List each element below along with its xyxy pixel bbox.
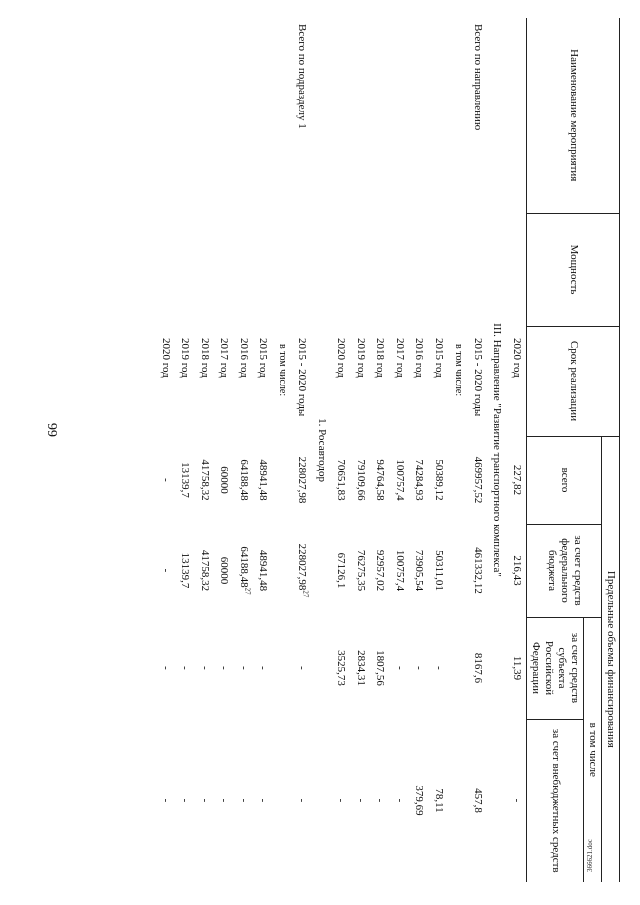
offbudget-cell: - [218,798,231,803]
table-row [351,18,371,882]
subject-cell: - [257,666,270,670]
subsection-heading: 1. Росавтодор [315,418,328,482]
table-row [429,18,449,882]
subject-cell: 1807,56 [374,650,387,686]
offbudget-cell: - [374,798,387,803]
federal-cell: 13139,7 [179,552,192,589]
table-row [390,18,410,882]
federal-cell: 76275,35 [354,549,367,592]
header-federal-budget: за счет средств федерального бюджета [527,524,602,617]
subject-cell: 3525,73 [335,650,348,686]
federal-value: 64188,48 [237,546,250,588]
period-cell: 2017 год [218,338,231,378]
period-cell: 2018 год [374,338,387,378]
total-cell: 70651,83 [335,459,348,501]
total-cell: 79109,66 [354,459,367,501]
subject-cell: - [179,666,192,670]
table-row [448,18,468,882]
period-cell: 2015 год [432,338,445,378]
federal-cell: 100757,4 [393,549,406,592]
header-financing-limits: Предельные объемы финансирования [602,436,620,882]
subject-cell: - [237,666,250,670]
offbudget-cell: - [198,798,211,803]
section-heading: III. Направление "Развитие транспортного комплекса" [491,323,504,577]
federal-cell: 92957,02 [374,549,387,592]
total-cell: 41758,32 [198,459,211,501]
footnote-mark: 27 [243,587,252,595]
federal-cell: 60000 [218,556,231,585]
table-row [331,18,351,882]
offbudget-cell: - [257,798,270,803]
offbudget-cell: 379,69 [413,785,426,816]
federal-cell: 41758,32 [198,549,211,592]
federal-cell: 48941,48 [257,549,270,592]
rotated-table-container [54,18,620,882]
period-cell: 2015 - 2020 годы [471,338,484,417]
subsection-heading-row [312,18,332,882]
total-cell: 13139,7 [179,462,192,498]
federal-cell [234,524,254,617]
table-row [409,18,429,882]
table-row [507,18,527,882]
federal-value: 228027,98 [296,543,309,591]
financing-table [156,18,620,882]
offbudget-cell: - [159,798,172,803]
offbudget-cell: 78,11 [432,788,445,813]
subject-cell: - [218,666,231,670]
table-row [370,18,390,882]
header-period: Срок реализации [527,326,620,436]
subject-cell: 8167,6 [471,652,484,684]
period-cell: 2016 год [413,338,426,378]
total-cell: 64188,48 [237,459,250,501]
subject-cell: - [413,666,426,670]
period-cell: 2019 год [179,338,192,378]
table-row [234,18,254,882]
header-total: всего [527,436,602,524]
section-heading-row [487,18,507,882]
header-capacity: Мощность [527,213,620,326]
total-cell: 469957,52 [471,456,484,504]
page-number: 66 [46,423,61,437]
header-name: Наименование мероприятия [527,18,620,213]
subject-cell: - [159,666,172,670]
including-caption: в том числе: [452,344,464,397]
subject-cell: - [296,666,309,670]
table-row [253,18,273,882]
table-row [156,18,176,882]
total-cell: 227,82 [510,464,523,496]
offbudget-cell: 457,8 [471,788,484,813]
subject-cell: 11,39 [510,655,523,681]
offbudget-cell: - [354,798,367,803]
header-subject-funds: за счет средств субъекта Российской Федерации [527,617,584,719]
header-including: в том числе [584,617,602,882]
subject-cell: - [393,666,406,670]
footer-file-reference: 366621.doc [586,839,594,872]
offbudget-cell: - [237,798,250,803]
federal-cell: 67126,1 [335,552,348,589]
period-cell: 2019 год [354,338,367,378]
total-cell: 50389,12 [432,459,445,501]
period-cell: 2015 - 2020 годы [296,338,309,417]
including-caption: в том числе: [277,344,289,397]
period-cell: 2015 год [257,338,270,378]
row-name: Всего по подразделу 1 [296,24,309,129]
table-row [468,18,488,882]
federal-cell [292,524,312,617]
total-cell: 74284,93 [413,459,426,501]
period-cell: 2020 год [510,338,523,378]
period-cell: 2016 год [237,338,250,378]
table-row [292,18,312,882]
total-cell: 48941,48 [257,459,270,501]
offbudget-cell: - [296,798,309,803]
federal-cell: - [159,568,172,573]
period-cell: 2017 год [393,338,406,378]
federal-cell: 216,43 [510,555,523,586]
offbudget-cell: - [335,798,348,803]
total-cell: 94764,58 [374,459,387,501]
period-cell: 2020 год [159,338,172,378]
subject-cell: 2834,31 [354,650,367,686]
total-cell: - [159,478,172,482]
total-cell: 100757,4 [393,459,406,501]
subject-cell: - [198,666,211,670]
federal-cell: 50311,01 [432,550,445,591]
federal-cell: 461332,12 [471,547,484,594]
table-row [273,18,293,882]
federal-cell: 73905,54 [413,549,426,592]
total-cell: 60000 [218,466,231,494]
footnote-mark: 27 [302,590,311,598]
offbudget-cell: - [179,798,192,803]
row-name: Всего по направлению [471,24,484,131]
offbudget-cell: - [510,798,523,803]
offbudget-cell: - [393,798,406,803]
header-offbudget-funds: за счет внебюджетных средств [527,719,584,882]
table-row [195,18,215,882]
subject-cell: - [432,666,445,670]
table-row [214,18,234,882]
period-cell: 2018 год [198,338,211,378]
total-cell: 228027,98 [296,456,309,504]
table-row [175,18,195,882]
period-cell: 2020 год [335,338,348,378]
